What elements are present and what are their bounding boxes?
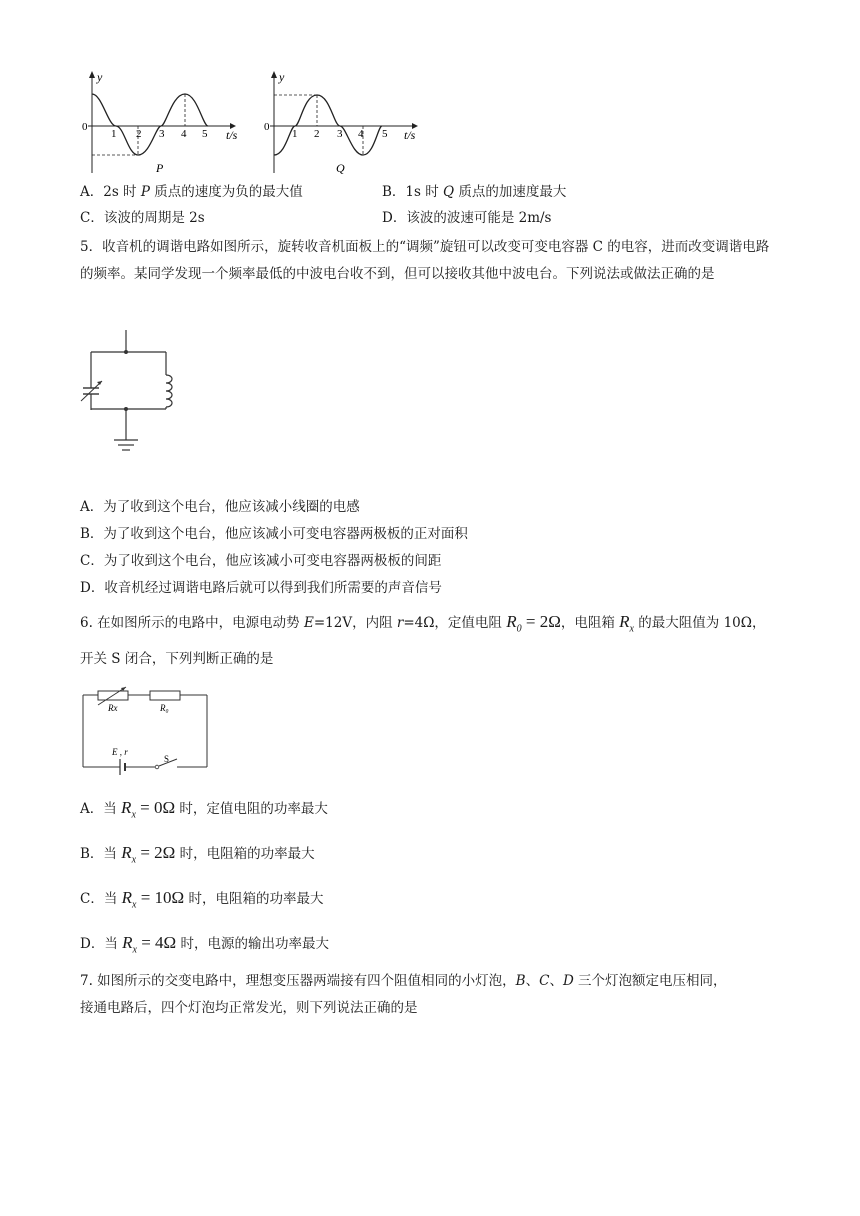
q7-stem-line2: 接通电路后，四个灯泡均正常发光，则下列说法正确的是 <box>80 1000 418 1016</box>
q5-option-b: B．为了收到这个电台，他应该减小可变电容器两极板的正对面积 <box>80 526 468 542</box>
q-tick-3: 3 <box>337 128 343 140</box>
q-tick-1: 1 <box>292 128 298 140</box>
q4-option-a: A．2s 时 P 质点的速度为负的最大值 <box>80 184 303 200</box>
q-axis-y: y <box>279 70 285 84</box>
q4-option-b: B．1s 时 Q 质点的加速度最大 <box>382 184 567 200</box>
q5-option-d: D．收音机经过调谐电路后就可以得到我们所需要的声音信号 <box>80 580 442 596</box>
q6-label-r0: R₀ <box>160 703 169 713</box>
tuning-circuit-diagram <box>76 330 176 480</box>
graph-q <box>262 68 432 178</box>
q-origin: 0 <box>264 121 270 133</box>
p-tick-4: 4 <box>181 128 187 140</box>
p-label: P <box>156 161 164 175</box>
q-tick-5: 5 <box>382 128 388 140</box>
q6-stem-line1: 6. 在如图所示的电路中，电源电动势 E=12V，内阻 r=4Ω，定值电阻 $R_0 = 2\Omega$，电阻箱 $R_x$ 的最大阻值为 10Ω， <box>80 612 766 635</box>
q5-stem: 5．收音机的调谐电路如图所示，旋转收音机面板上的“调频”旋钮可以改变可变电容器 C 的电容，进而改变调谐电路的频率。某同学发现一个频率最低的中波电台收不到，但可以接收其他中波电台。下列说法或做法正确的是 <box>80 239 770 282</box>
p-tick-1: 1 <box>111 128 117 140</box>
q4-option-d: D．该波的波速可能是 2m/s <box>382 210 552 226</box>
q6-option-a: A．当 $R_x = 0\Omega$ 时，定值电阻的功率最大 <box>80 798 328 821</box>
q6-option-d: D．当 $R_x = 4\Omega$ 时，电源的输出功率最大 <box>80 933 329 956</box>
q6-label-rx: Rx <box>108 703 118 713</box>
q-tick-4: 4 <box>358 128 364 140</box>
q-axis-t: t/s <box>404 128 416 142</box>
q5-option-a: A．为了收到这个电台，他应该减小线圈的电感 <box>80 499 360 515</box>
q5-option-c: C．为了收到这个电台，他应该减小可变电容器两极板的间距 <box>80 553 442 569</box>
q6-label-s: S <box>164 754 170 764</box>
q-tick-2: 2 <box>314 128 320 140</box>
p-tick-5: 5 <box>202 128 208 140</box>
graph-p <box>80 68 240 178</box>
q-label: Q <box>336 161 345 175</box>
q6-option-c: C．当 $R_x = 10\Omega$ 时，电阻箱的功率最大 <box>80 888 324 911</box>
q6-label-er: E , r <box>112 747 128 757</box>
p-tick-2: 2 <box>136 128 142 140</box>
q7-stem-line1: 7. 如图所示的交变电路中，理想变压器两端接有四个阻值相同的小灯泡，B、C、D 三个灯泡额定电压相同， <box>80 973 727 989</box>
p-tick-3: 3 <box>159 128 165 140</box>
p-axis-t: t/s <box>226 128 238 142</box>
q6-option-b: B．当 $R_x = 2\Omega$ 时，电阻箱的功率最大 <box>80 843 315 866</box>
q6-stem-line2: 开关 S 闭合，下列判断正确的是 <box>80 651 274 667</box>
p-axis-y: y <box>97 70 103 84</box>
q6-circuit-diagram <box>80 685 215 775</box>
q4-option-c: C．该波的周期是 2s <box>80 210 205 226</box>
p-origin: 0 <box>82 121 88 133</box>
